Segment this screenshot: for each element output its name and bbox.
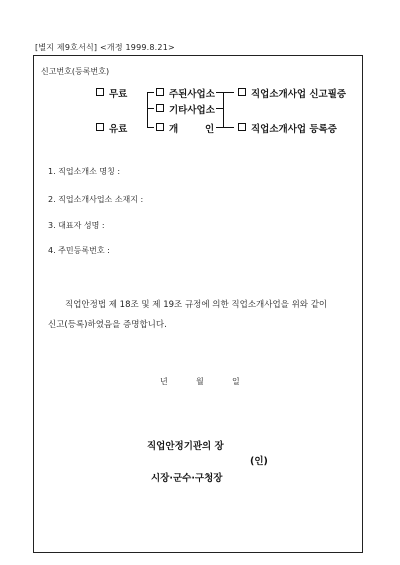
connector-to-report [224, 92, 234, 93]
fee-paid-label: 유료 [109, 124, 128, 135]
fee-free-label: 무료 [109, 89, 128, 100]
resident-business-option[interactable] [156, 86, 215, 100]
connector-to-registration [224, 127, 234, 128]
right-bracket-bottom [216, 127, 224, 128]
fee-paid-option[interactable] [96, 121, 127, 135]
office-name-field: 1. 직업소개소 명칭 : [48, 167, 121, 176]
left-bracket-middle [147, 108, 154, 109]
individual-label-a: 개 [169, 124, 179, 135]
checkbox-icon [238, 123, 246, 131]
form-number-label: [별지 제9호서식] <개정 1999.8.21> [35, 43, 175, 52]
report-certificate-label: 직업소개사업 신고필증 [251, 89, 347, 100]
checkbox-icon [156, 104, 164, 112]
other-business-option[interactable] [156, 102, 215, 116]
date-year-label: 년 [160, 377, 168, 386]
registration-certificate-label: 직업소개사업 등록증 [251, 124, 337, 135]
fee-free-option[interactable] [96, 86, 127, 100]
right-bracket-top [216, 92, 224, 93]
registration-certificate-option[interactable] [238, 121, 337, 135]
left-bracket-top [147, 92, 154, 93]
individual-label-b: 인 [205, 124, 215, 135]
checkbox-icon [96, 123, 104, 131]
right-bracket-line [223, 92, 224, 128]
checkbox-icon [156, 88, 164, 96]
report-certificate-option[interactable] [238, 86, 346, 100]
registration-number-label: 신고번호(등록번호) [41, 67, 110, 76]
left-bracket-bottom [147, 127, 154, 128]
statement-line-1: 직업안정법 제 18조 및 제 19조 규정에 의한 직업소개사업을 위와 같이 [65, 300, 328, 310]
resident-business-label: 주된사업소 [169, 89, 215, 100]
date-day-label: 일 [232, 377, 240, 386]
seal-mark: (인) [250, 456, 268, 467]
date-month-label: 월 [196, 377, 204, 386]
left-bracket-line [147, 92, 148, 128]
resident-number-field: 4. 주민등록번호 : [48, 246, 110, 255]
office-address-field: 2. 직업소개사업소 소재지 : [48, 195, 144, 204]
other-business-label: 기타사업소 [169, 105, 215, 116]
checkbox-icon [156, 123, 164, 131]
checkbox-icon [238, 88, 246, 96]
right-bracket-middle [216, 108, 224, 109]
officials-title: 시장·군수·구청장 [151, 473, 223, 484]
authority-title: 직업안정기관의 장 [147, 441, 224, 452]
statement-line-2: 신고(등록)하였음을 증명합니다. [48, 320, 167, 330]
checkbox-icon [96, 88, 104, 96]
representative-name-field: 3. 대표자 성명 : [48, 221, 105, 230]
individual-option[interactable] [156, 121, 178, 135]
